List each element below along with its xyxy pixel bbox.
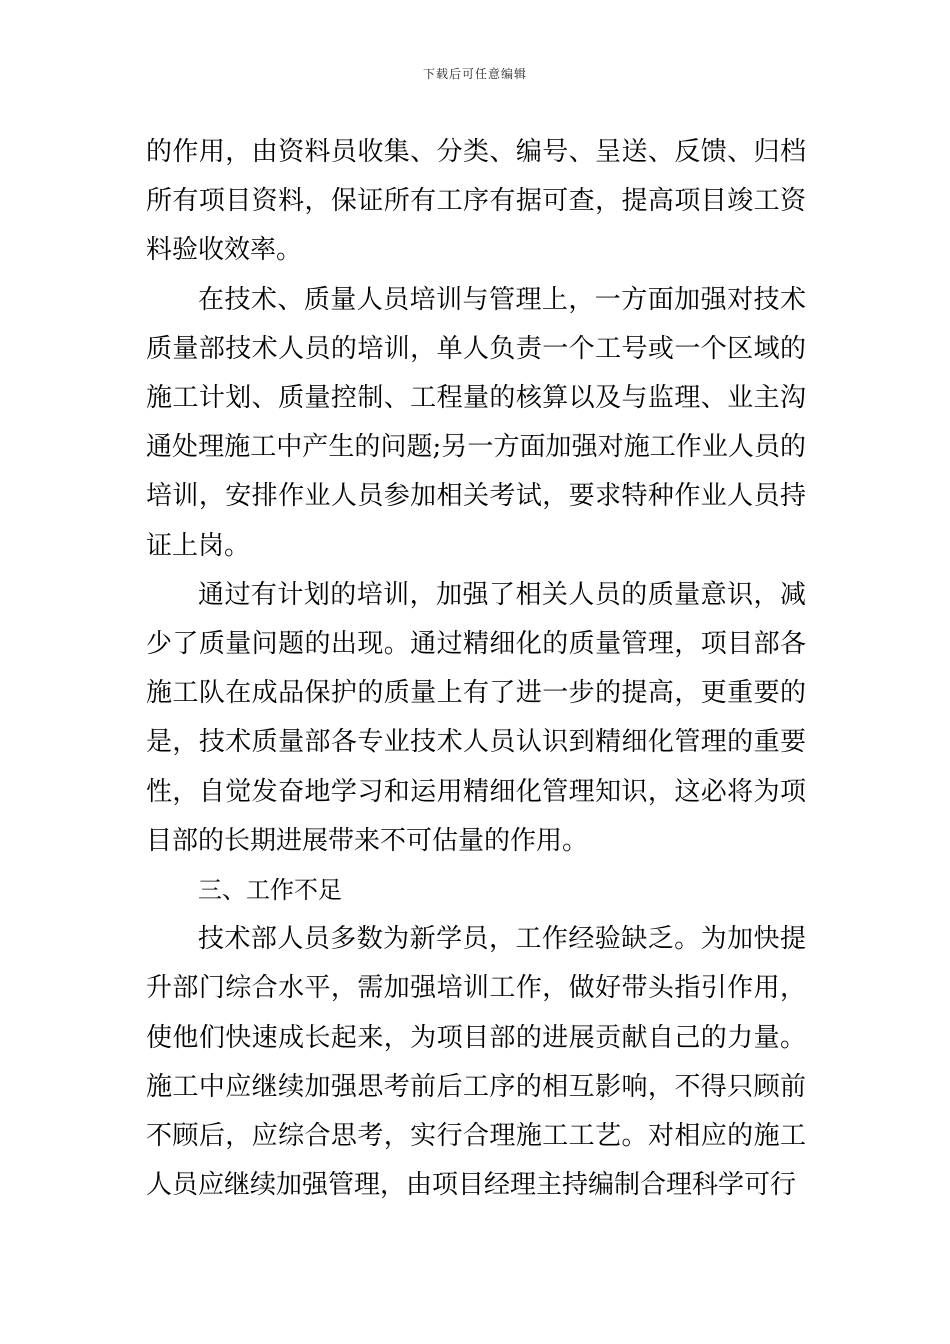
paragraph-shortcomings: 技术部人员多数为新学员，工作经验缺乏。为加快提升部门综合水平，需加强培训工作，做好带头指引作用，使他们快速成长起来，为项目部的进展贡献自己的力量。施工中应继续加强思考前后工序的相互影响，不得只顾前不顾后，应综合思考，实行合理施工工艺。对相应的施工人员应继续加强管理，由项目经理主持编制合理科学可行 — [146, 924, 806, 1201]
document-body — [146, 128, 806, 1210]
page-header: 下载后可任意编辑 — [422, 67, 527, 81]
paragraph-continuation: 的作用，由资料员收集、分类、编号、呈送、反馈、归档所有项目资料，保证所有工序有据可查，提高项目竣工资料验收效率。 — [146, 137, 806, 266]
section-heading: 三、工作不足 — [198, 876, 342, 905]
paragraph-training-management: 在技术、质量人员培训与管理上，一方面加强对技术质量部技术人员的培训，单人负责一个工号或一个区域的施工计划、质量控制、工程量的核算以及与监理、业主沟通处理施工中产生的问题;另一方面加强对施工作业人员的培训，安排作业人员参加相关考试，要求特种作业人员持证上岗。 — [146, 284, 806, 561]
paragraph-training-results: 通过有计划的培训，加强了相关人员的质量意识，减少了质量问题的出现。通过精细化的质量管理，项目部各施工队在成品保护的质量上有了进一步的提高，更重要的是，技术质量部各专业技术人员认识到精细化管理的重要性，自觉发奋地学习和运用精细化管理知识，这必将为项目部的长期进展带来不可估量的作用。 — [146, 579, 806, 856]
